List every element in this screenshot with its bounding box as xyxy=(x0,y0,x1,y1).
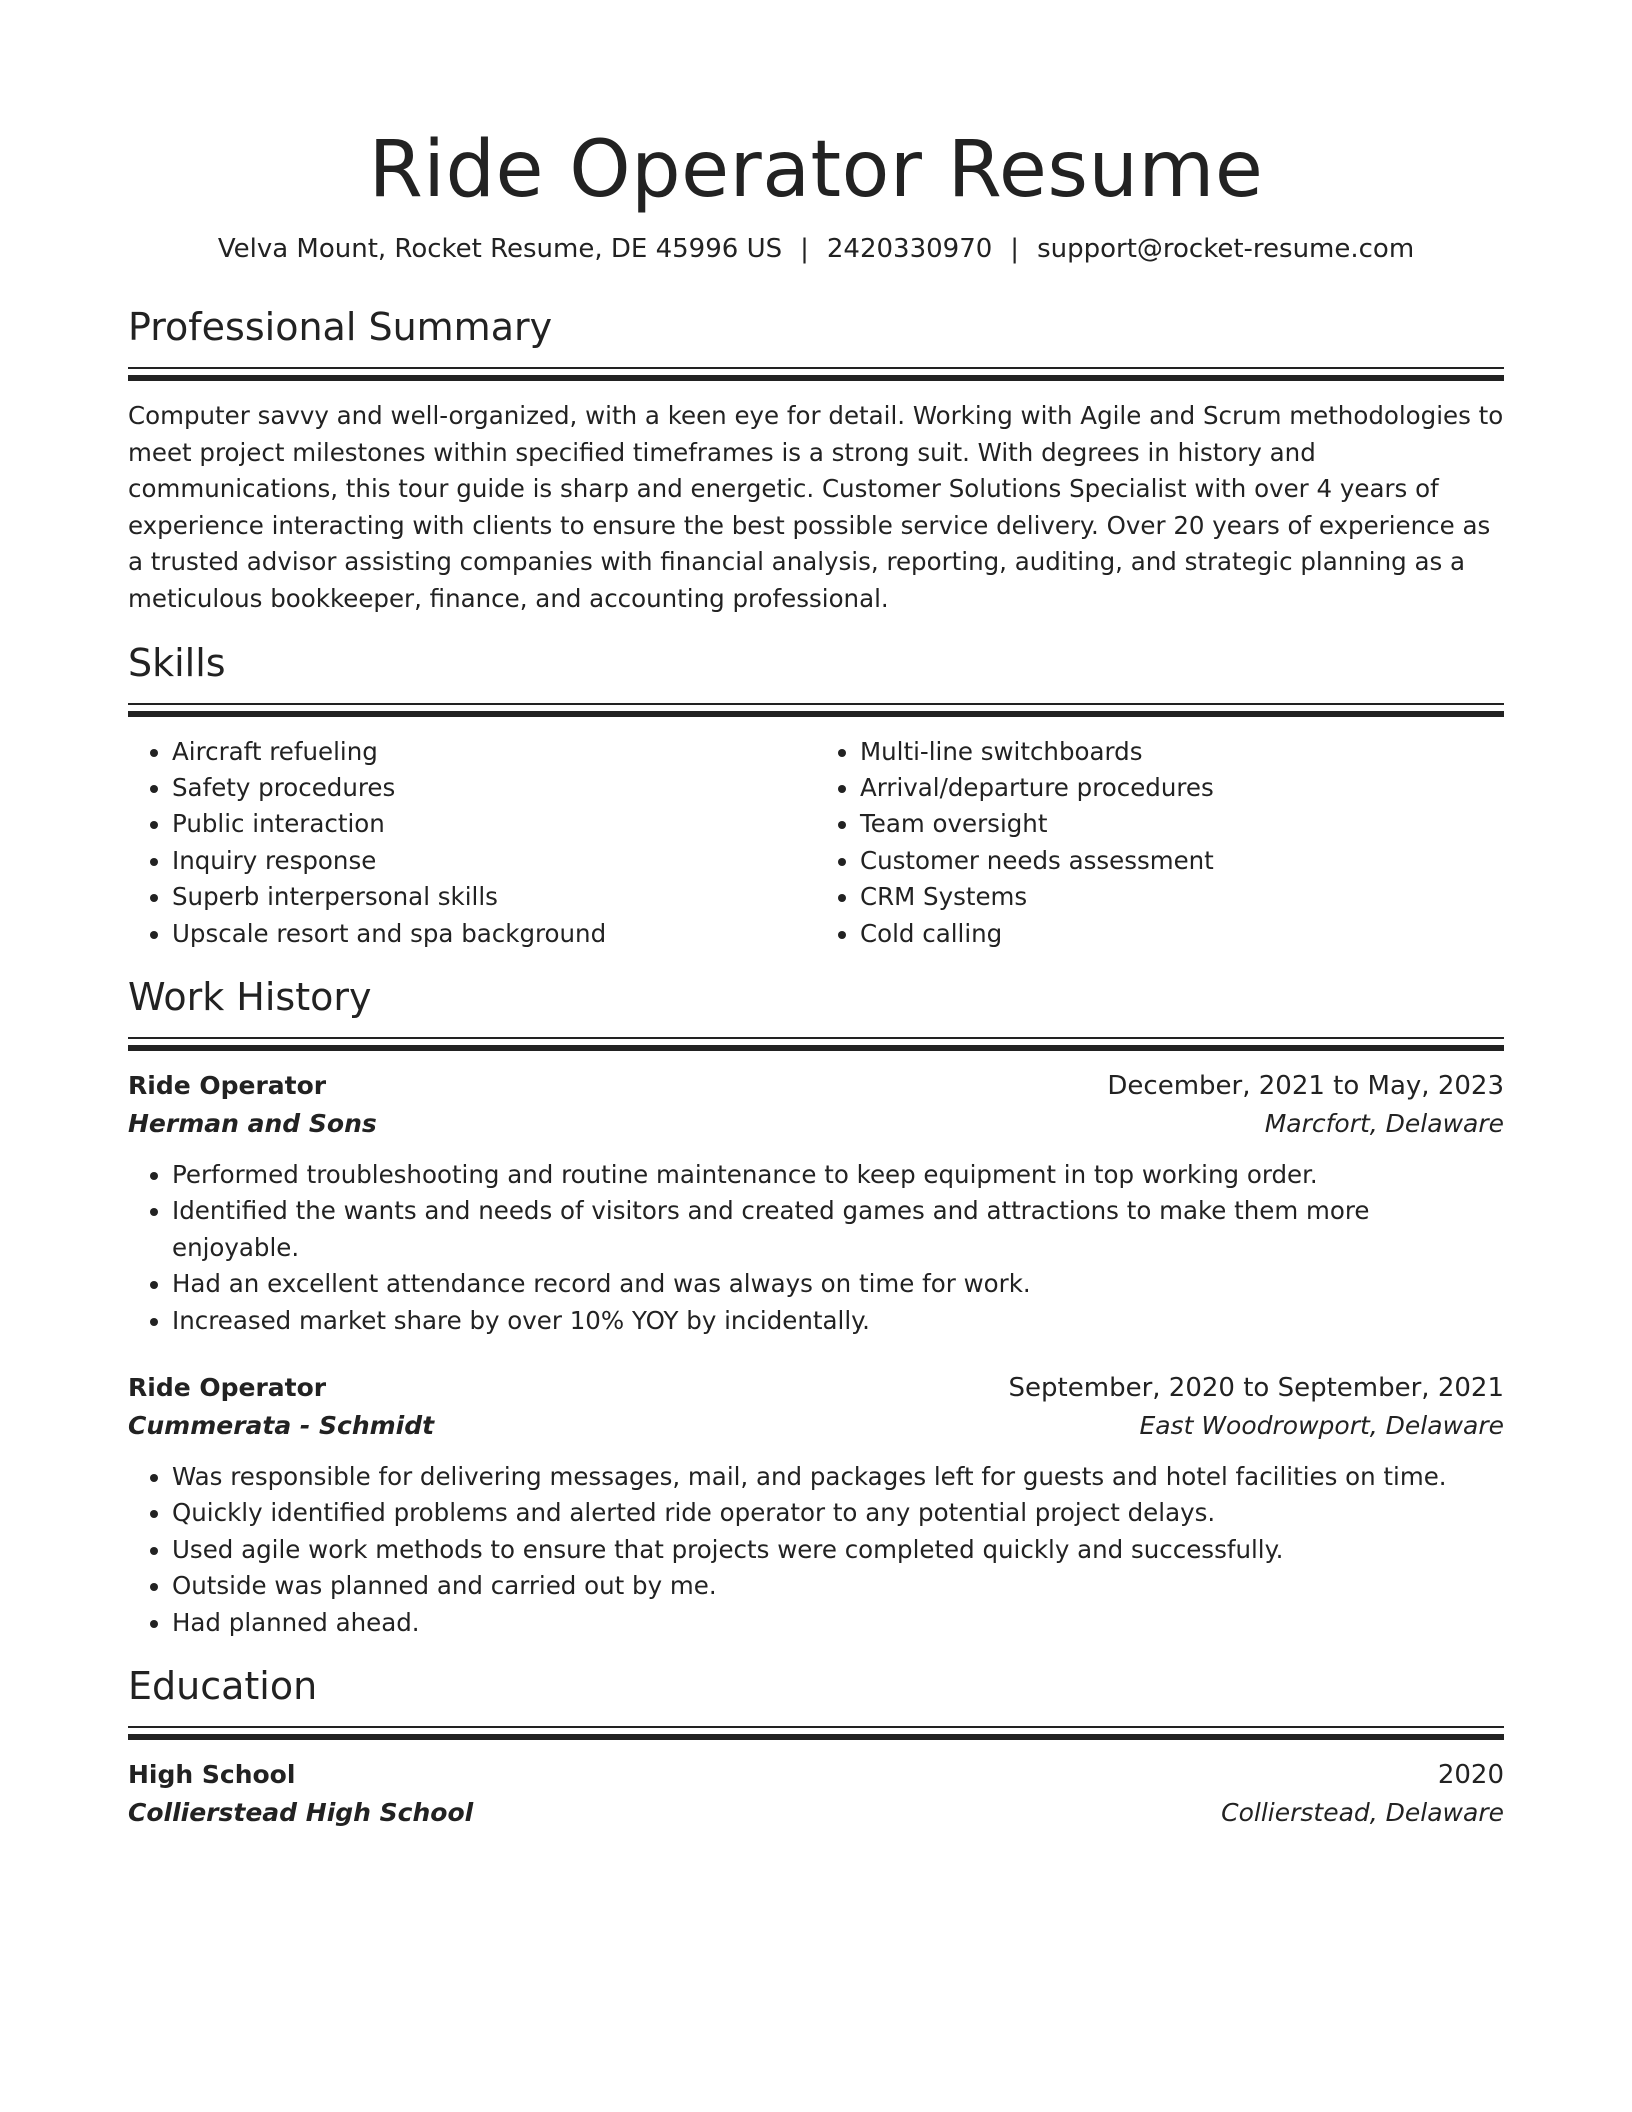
skill-item: • Arrival/departure procedures xyxy=(860,770,1504,806)
job-bullet: • Had planned ahead. xyxy=(172,1605,1504,1641)
job-bullet: • Was responsible for delivering messages, mail, and packages left for guests and hotel facilities on time. xyxy=(172,1459,1504,1495)
skill-item: • Safety procedures xyxy=(172,770,816,806)
skill-item: • Cold calling xyxy=(860,916,1504,952)
job-entry xyxy=(128,1067,1504,1339)
job-entry xyxy=(128,1369,1504,1641)
skills-list-left xyxy=(128,734,816,952)
section-divider-thick xyxy=(128,711,1504,717)
skill-item: • Customer needs assessment xyxy=(860,843,1504,879)
summary-heading: Professional Summary xyxy=(128,305,553,349)
job-bullet: • Quickly identified problems and alerted ride operator to any potential project delays. xyxy=(172,1495,1504,1531)
job-header xyxy=(128,1067,1504,1105)
education-year: 2020 xyxy=(1437,1760,1504,1791)
skill-item: • Multi-line switchboards xyxy=(860,734,1504,770)
skill-item: • Superb interpersonal skills xyxy=(172,879,816,915)
skill-item: • Upscale resort and spa background xyxy=(172,916,816,952)
contact-separator: | xyxy=(1010,234,1020,264)
job-bullet: • Used agile work methods to ensure that projects were completed quickly and successfully. xyxy=(172,1532,1504,1568)
job-bullet: • Had an excellent attendance record and was always on time for work. xyxy=(172,1266,1504,1302)
job-subheader xyxy=(128,1105,1504,1143)
skill-item: • Team oversight xyxy=(860,806,1504,842)
education-heading: Education xyxy=(128,1664,318,1709)
education-entry xyxy=(128,1756,1504,1832)
job-dates: September, 2020 to September, 2021 xyxy=(1008,1373,1504,1404)
work-history-section xyxy=(128,972,1504,1641)
job-title: Ride Operator xyxy=(128,1373,327,1403)
job-bullet: • Increased market share by over 10% YOY by incidentally. xyxy=(172,1303,1504,1339)
education-subheader xyxy=(128,1794,1504,1832)
contact-phone: 2420330970 xyxy=(826,234,993,264)
job-location: Marcfort, Delaware xyxy=(1264,1109,1504,1138)
skill-item: • CRM Systems xyxy=(860,879,1504,915)
contact-address: Velva Mount, Rocket Resume, DE 45996 US xyxy=(217,234,783,264)
section-divider-thin xyxy=(128,703,1504,705)
skill-item: • Public interaction xyxy=(172,806,816,842)
education-degree: High School xyxy=(128,1760,296,1790)
summary-section xyxy=(128,302,1504,618)
job-title: Ride Operator xyxy=(128,1071,327,1100)
skills-heading: Skills xyxy=(128,640,226,685)
job-bullets xyxy=(128,1157,1504,1339)
work-history-heading: Work History xyxy=(128,975,372,1019)
skill-item: • Inquiry response xyxy=(172,843,816,879)
job-location: East Woodrowport, Delaware xyxy=(1139,1411,1504,1441)
job-header xyxy=(128,1369,1504,1407)
job-subheader xyxy=(128,1407,1504,1445)
resume-title: Ride Operator Resume xyxy=(368,125,1264,215)
section-divider-thick xyxy=(128,375,1504,381)
education-header xyxy=(128,1756,1504,1794)
job-company: Cummerata - Schmidt xyxy=(128,1411,435,1441)
contact-email: support@rocket-resume.com xyxy=(1037,234,1415,264)
section-divider-thin xyxy=(128,1037,1504,1039)
contact-line xyxy=(128,232,1504,266)
job-bullet: • Identified the wants and needs of visitors and created games and attractions to make them more enjoyable. xyxy=(172,1193,1504,1266)
skills-columns xyxy=(128,734,1504,952)
job-bullets xyxy=(128,1459,1504,1641)
contact-separator: | xyxy=(800,234,809,264)
section-divider-thick xyxy=(128,1045,1504,1051)
skills-section xyxy=(128,638,1504,952)
education-section xyxy=(128,1661,1504,1832)
job-bullet: • Outside was planned and carried out by me. xyxy=(172,1568,1504,1604)
job-bullet: • Performed troubleshooting and routine maintenance to keep equipment in top working order. xyxy=(172,1157,1504,1193)
section-divider-thin xyxy=(128,1726,1504,1728)
education-location: Collierstead, Delaware xyxy=(1221,1798,1504,1828)
skills-list-right xyxy=(816,734,1504,952)
skill-item: • Aircraft refueling xyxy=(172,734,816,770)
summary-text: Computer savvy and well-organized, with a keen eye for detail. Working with Agile and Scrum methodologies to meet project milestones within specified timeframes is a strong suit. With degrees in history and communications, this tour guide is sharp and energetic. Customer Solutions Specialist with over 4 years of experience interacting with clients to ensure the best possible service delivery. Over 20 years of experience as a trusted advisor assisting companies with financial analysis, reporting, auditing, and strategic planning as a meticulous bookkeeper, finance, and accounting professional. xyxy=(128,401,1504,613)
education-school: Collierstead High School xyxy=(128,1798,474,1828)
section-divider-thick xyxy=(128,1734,1504,1740)
job-dates: December, 2021 to May, 2023 xyxy=(1107,1071,1504,1101)
section-divider-thin xyxy=(128,367,1504,369)
job-company: Herman and Sons xyxy=(128,1109,377,1138)
